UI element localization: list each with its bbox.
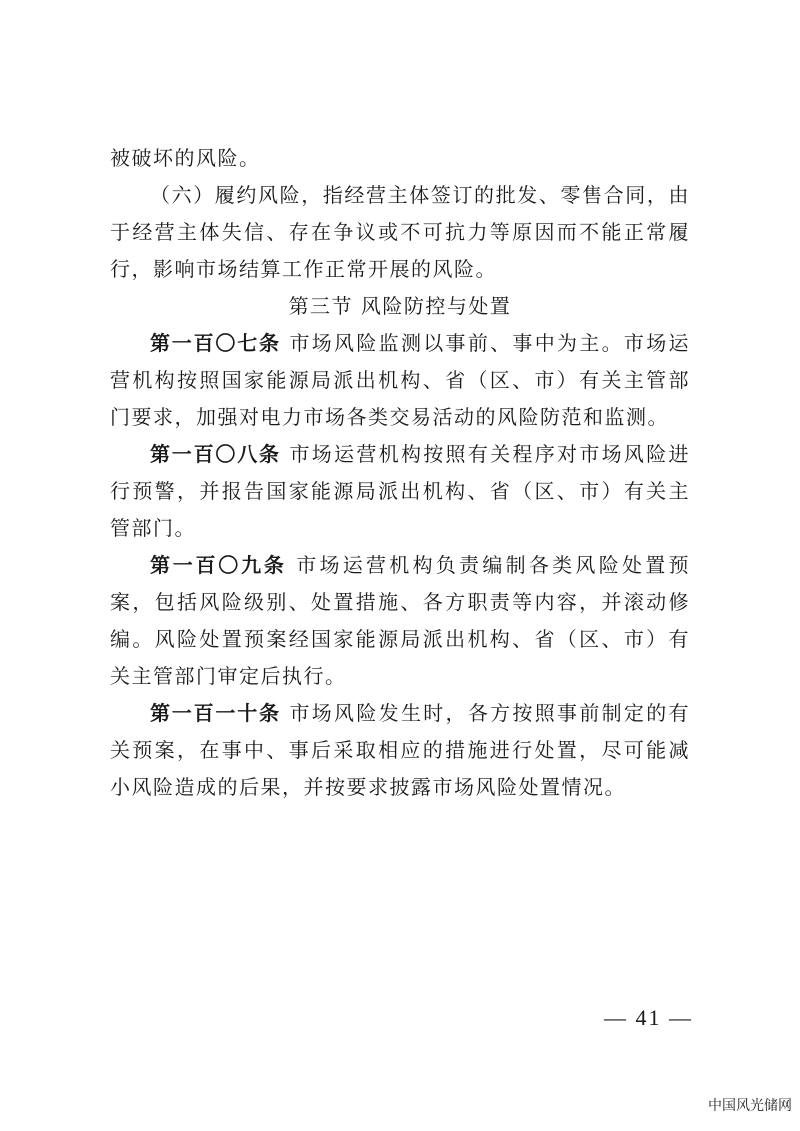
article-text: 市场运营机构按照有关程序对市场风险进行预警，并报告国家能源局派出机构、省（区、市）有关主管部门。 <box>110 442 691 540</box>
section-title: 第三节 风险防控与处置 <box>288 294 512 318</box>
article-text: 市场风险发生时，各方按照事前制定的有关预案，在事中、事后采取相应的措施进行处置，尽可能减小风险造成的后果，并按要求披露市场风险处置情况。 <box>110 701 691 799</box>
article-108 <box>110 436 690 547</box>
document-body <box>110 140 690 806</box>
article-number: 第一百〇七条 <box>150 331 281 355</box>
paragraph-continuation: 被破坏的风险。 <box>110 146 261 170</box>
article-number: 第一百一十条 <box>150 701 281 725</box>
article-109 <box>110 547 690 695</box>
article-text: 市场运营机构负责编制各类风险处置预案，包括风险级别、处置措施、各方职责等内容，并滚动修编。风险处置预案经国家能源局派出机构、省（区、市）有关主管部门审定后执行。 <box>110 553 691 688</box>
article-text: 市场风险监测以事前、事中为主。市场运营机构按照国家能源局派出机构、省（区、市）有关主管部门要求，加强对电力市场各类交易活动的风险防范和监测。 <box>110 331 691 429</box>
article-number: 第一百〇八条 <box>150 442 281 466</box>
article-110 <box>110 695 690 806</box>
article-107 <box>110 325 690 436</box>
paragraph-performance-risk: （六）履约风险，指经营主体签订的批发、零售合同，由于经营主体失信、存在争议或不可抗力等原因而不能正常履行，影响市场结算工作正常开展的风险。 <box>110 183 690 281</box>
article-number: 第一百〇九条 <box>150 553 287 577</box>
page-number: — 41 — <box>604 1005 693 1030</box>
site-watermark: 中国风光储网 <box>708 1098 792 1114</box>
